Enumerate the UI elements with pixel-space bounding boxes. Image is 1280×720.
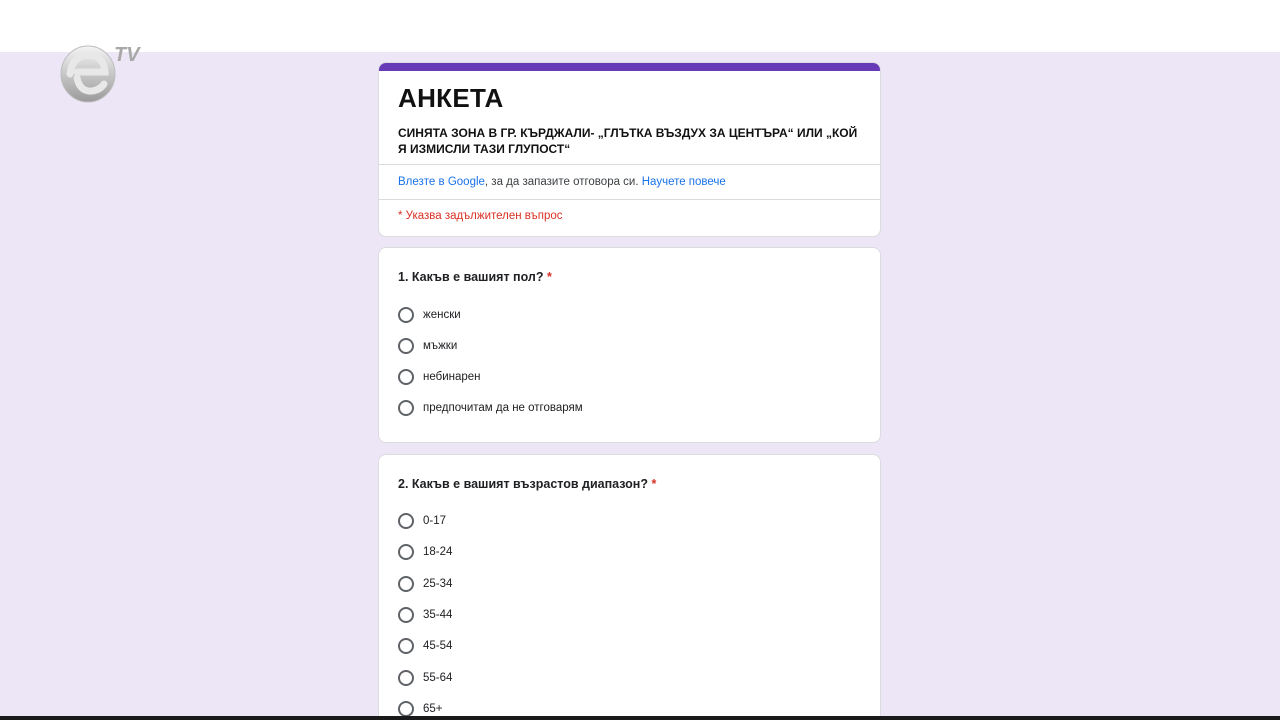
etv-logo: [56, 40, 148, 106]
option-label: небинарен: [423, 371, 481, 383]
divider: [379, 164, 880, 165]
signin-link[interactable]: Влезте в Google: [398, 176, 485, 188]
radio-option[interactable]: [398, 668, 452, 688]
radio-button[interactable]: [398, 607, 414, 623]
question-title: [398, 270, 552, 284]
option-label: 18-24: [423, 546, 453, 558]
radio-button[interactable]: [398, 369, 414, 385]
radio-button[interactable]: [398, 400, 414, 416]
signin-text: , за да запазите отговора си.: [484, 176, 642, 188]
header-accent-bar: [379, 63, 880, 71]
option-label: 35-44: [423, 609, 453, 621]
option-label: мъжки: [423, 340, 458, 352]
signin-row: [398, 176, 726, 188]
form-title: АНКЕТА: [398, 83, 504, 113]
radio-option[interactable]: [398, 305, 461, 325]
option-label: 45-54: [423, 640, 453, 652]
question-title-text: 2. Какъв е вашият възрастов диапазон?: [398, 477, 648, 491]
option-label: 0-17: [423, 515, 447, 527]
required-mark: *: [651, 477, 657, 491]
radio-button[interactable]: [398, 338, 414, 354]
logo-text: TV: [114, 44, 140, 66]
required-mark: *: [546, 270, 552, 284]
radio-option[interactable]: [398, 511, 446, 531]
radio-button[interactable]: [398, 307, 414, 323]
option-label: 25-34: [423, 578, 453, 590]
required-note: * Указва задължителен въпрос: [398, 210, 563, 222]
question-card-age: [378, 454, 881, 720]
top-bar: [0, 0, 1280, 52]
form-description: СИНЯТА ЗОНА В ГР. КЪРДЖАЛИ- „ГЛЪТКА ВЪЗДУХ ЗА ЦЕНТЪРА“ ИЛИ „КОЙ Я ИЗМИСЛИ ТАЗИ ГЛУПОСТ“: [398, 126, 858, 156]
option-label: 65+: [423, 703, 443, 715]
option-label: женски: [423, 309, 461, 321]
radio-button[interactable]: [398, 670, 414, 686]
question-card-gender: [378, 247, 881, 443]
question-title: [398, 477, 656, 491]
learn-more-link[interactable]: Научете повече: [641, 176, 726, 188]
option-label: 55-64: [423, 672, 453, 684]
radio-option[interactable]: [398, 605, 452, 625]
form-header-card: [378, 62, 881, 237]
bottom-strip: [0, 716, 1280, 720]
radio-option[interactable]: [398, 398, 583, 418]
radio-button[interactable]: [398, 576, 414, 592]
radio-option[interactable]: [398, 574, 452, 594]
radio-option[interactable]: [398, 336, 457, 356]
radio-option[interactable]: [398, 367, 481, 387]
option-label: предпочитам да не отговарям: [423, 402, 583, 414]
divider: [379, 199, 880, 200]
radio-button[interactable]: [398, 701, 414, 717]
radio-button[interactable]: [398, 513, 414, 529]
radio-option[interactable]: [398, 542, 452, 562]
radio-button[interactable]: [398, 638, 414, 654]
radio-option[interactable]: [398, 636, 452, 656]
radio-button[interactable]: [398, 544, 414, 560]
question-title-text: 1. Какъв е вашият пол?: [398, 270, 544, 284]
